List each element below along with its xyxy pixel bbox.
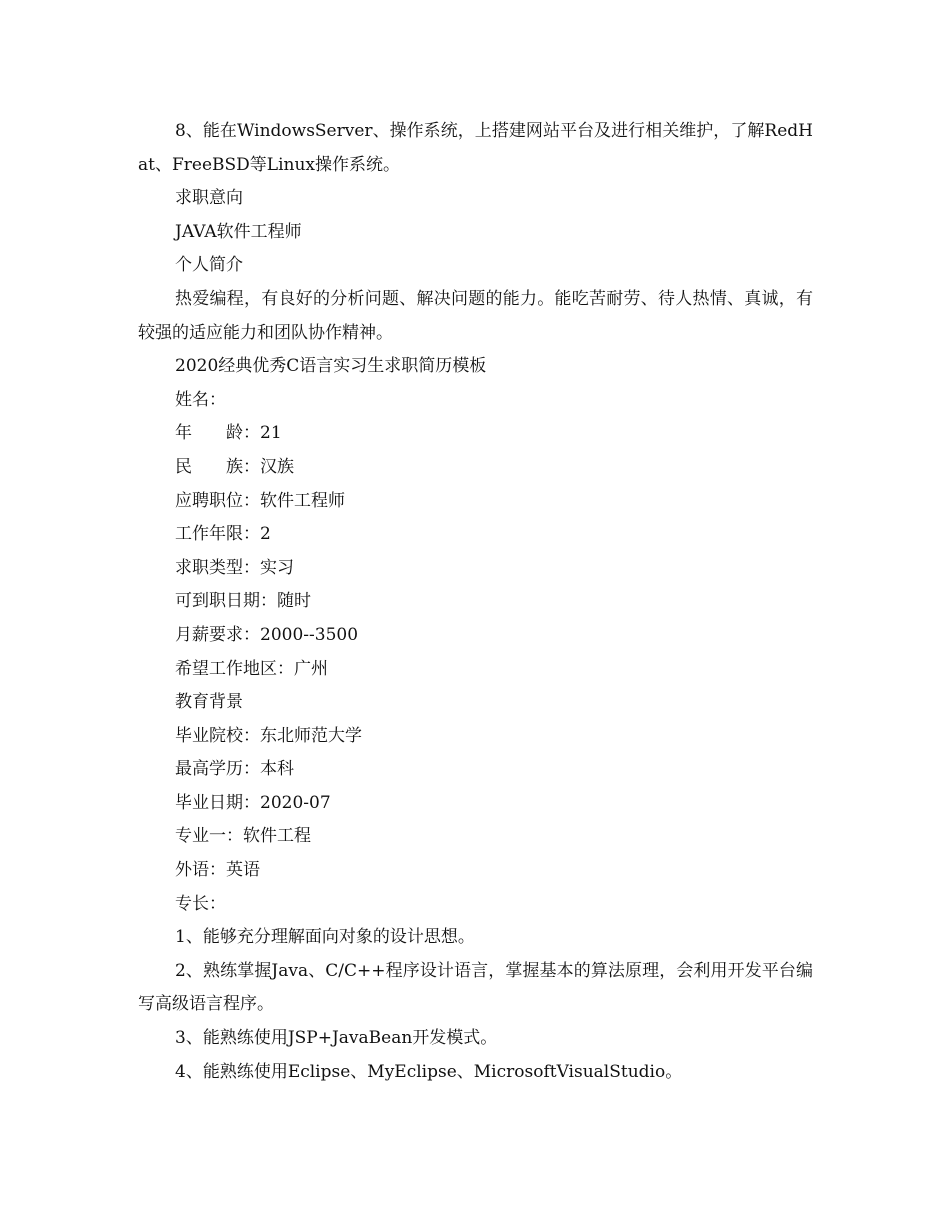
paragraph-skill-1: 1、能够充分理解面向对象的设计思想。 [175, 927, 475, 948]
heading-specialties: 专长： [175, 893, 226, 914]
heading-job-intention: 求职意向 [175, 188, 243, 209]
job-title: JAVA软件工程师 [175, 221, 302, 242]
heading-education: 教育背景 [175, 692, 243, 713]
field-salary: 月薪要求：2000--3500 [175, 624, 359, 645]
field-language: 外语：英语 [175, 860, 260, 881]
document-body [138, 115, 813, 1089]
field-position: 应聘职位：软件工程师 [175, 490, 345, 511]
field-major: 专业一：软件工程 [175, 826, 311, 847]
heading-profile: 个人简介 [175, 255, 243, 276]
paragraph-skill-2: 2、熟练掌握Java、C/C++程序设计语言，掌握基本的算法原理，会利用开发平台编写高级语言程序。 [138, 960, 813, 1015]
paragraph-skill-8: 8、能在WindowsServer、操作系统，上搭建网站平台及进行相关维护，了解RedHat、FreeBSD等Linux操作系统。 [138, 121, 813, 175]
field-degree: 最高学历：本科 [175, 759, 294, 780]
field-age: 年 龄：21 [175, 423, 282, 444]
field-graduation-date: 毕业日期：2020-07 [175, 792, 331, 813]
field-job-type: 求职类型：实习 [175, 557, 294, 578]
field-ethnicity: 民 族：汉族 [175, 456, 294, 477]
field-school: 毕业院校：东北师范大学 [175, 725, 362, 746]
field-name: 姓名： [175, 389, 226, 410]
field-work-years: 工作年限：2 [175, 524, 271, 545]
field-available-date: 可到职日期：随时 [175, 591, 311, 612]
paragraph-profile: 热爱编程，有良好的分析问题、解决问题的能力。能吃苦耐劳、待人热情、真诚，有较强的适应能力和团队协作精神。 [138, 288, 813, 343]
resume-template-title: 2020经典优秀C语言实习生求职简历模板 [175, 356, 487, 377]
field-location: 希望工作地区：广州 [175, 658, 328, 679]
paragraph-skill-3: 3、能熟练使用JSP+JavaBean开发模式。 [175, 1028, 498, 1049]
paragraph-skill-4: 4、能熟练使用Eclipse、MyEclipse、MicrosoftVisualStudio。 [175, 1061, 683, 1082]
